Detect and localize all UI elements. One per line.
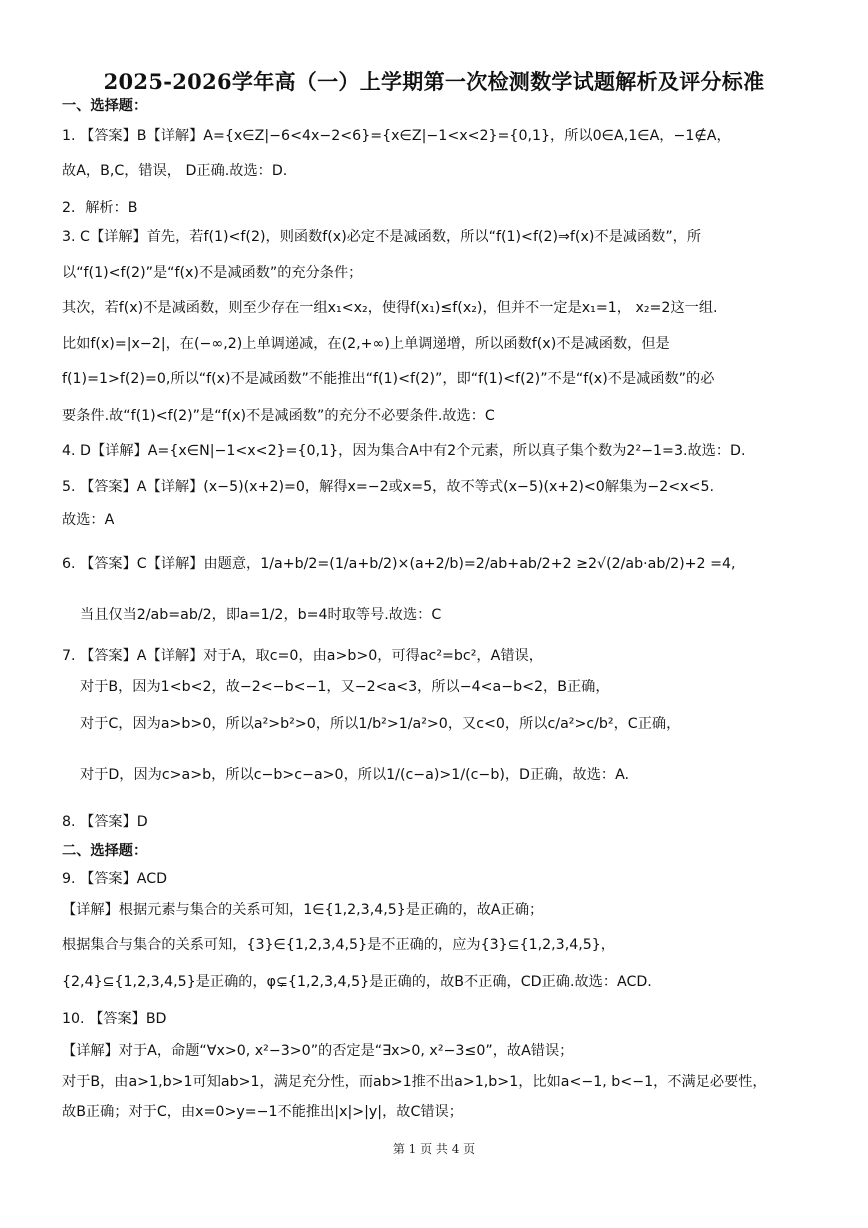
document-title: 2025-2026学年高（一）上学期第一次检测数学试题解析及评分标准	[103, 69, 765, 94]
text-line: 要条件.故“f(1)<f(2)”是“f(x)不是减函数”的充分不必要条件.故选：C	[62, 408, 495, 424]
text-line: f(1)=1>f(2)=0,所以“f(x)不是减函数”不能推出“f(1)<f(2)”，即“f(1)<f(2)”不是“f(x)不是减函数”的必	[62, 371, 715, 387]
text-line: 对于B，因为1<b<2，故−2<−b<−1，又−2<a<3，所以−4<a−b<2，B正确，	[80, 679, 610, 695]
text-line: 故A，B,C，错误， D正确.故选：D.	[62, 163, 288, 179]
text-line: 7. 【答案】A【详解】对于A，取c=0，由a>b>0，可得ac²=bc²，A错误，	[62, 648, 543, 664]
text-line: 5. 【答案】A【详解】(x−5)(x+2)=0，解得x=−2或x=5，故不等式(x−5)(x+2)<0解集为−2<x<5.	[62, 479, 714, 495]
text-line: 10. 【答案】BD	[62, 1011, 167, 1027]
text-line: 故选：A	[62, 512, 115, 528]
text-line: 2．解析：B	[62, 200, 138, 216]
text-line: 对于B，由a>1,b>1可知ab>1，满足充分性，而ab>1推不出a>1,b>1，比如a<−1, b<−1，不满足必要性，	[62, 1074, 767, 1090]
text-line: 其次，若f(x)不是减函数，则至少存在一组x₁<x₂，使得f(x₁)≤f(x₂)，但并不一定是x₁=1， x₂=2这一组.	[62, 300, 718, 316]
text-line: 1. 【答案】B【详解】A={x∈Z|−6<4x−2<6}={x∈Z|−1<x<2}={0,1}，所以0∈A,1∈A，−1∉A，	[62, 128, 731, 144]
text-line: 4. D【详解】A={x∈N|−1<x<2}={0,1}，因为集合A中有2个元素，所以真子集个数为2²−1=3.故选：D.	[62, 443, 746, 459]
text-line: 故B正确；对于C，由x=0>y=−1不能推出|x|>|y|，故C错误；	[62, 1104, 463, 1120]
text-line: 8. 【答案】D	[62, 814, 148, 830]
section-heading-2: 二、选择题：	[62, 843, 148, 859]
text-line: 【详解】对于A，命题“∀x>0, x²−3>0”的否定是“∃x>0, x²−3≤0”，故A错误；	[62, 1043, 574, 1059]
text-line: 6. 【答案】C【详解】由题意，1/a+b/2=(1/a+b/2)×(a+2/b)=2/ab+ab/2+2 ≥2√(2/ab·ab/2)+2 =4,	[62, 556, 736, 572]
text-line: 当且仅当2/ab=ab/2，即a=1/2，b=4时取等号.故选：C	[80, 607, 442, 623]
text-line: 以“f(1)<f(2)”是“f(x)不是减函数”的充分条件；	[62, 265, 363, 281]
text-line: 对于C，因为a>b>0，所以a²>b²>0，所以1/b²>1/a²>0，又c<0，所以c/a²>c/b²，C正确，	[80, 716, 681, 732]
text-line: {2,4}⊆{1,2,3,4,5}是正确的，φ⊊{1,2,3,4,5}是正确的，故B不正确，CD正确.故选：ACD.	[62, 974, 652, 990]
page-footer: 第 1 页 共 4 页	[392, 1142, 476, 1156]
text-line: 对于D，因为c>a>b，所以c−b>c−a>0，所以1/(c−a)>1/(c−b)，D正确，故选：A.	[80, 767, 630, 783]
text-line: 比如f(x)=|x−2|，在(−∞,2)上单调递减，在(2,+∞)上单调递增，所以函数f(x)不是减函数，但是	[62, 336, 670, 352]
text-line: 根据集合与集合的关系可知，{3}∈{1,2,3,4,5}是不正确的，应为{3}⊆{1,2,3,4,5}，	[62, 937, 615, 953]
text-line: 9. 【答案】ACD	[62, 871, 168, 887]
section-heading-1: 一、选择题：	[62, 98, 148, 114]
text-line: 3. C【详解】首先，若f(1)<f(2)，则函数f(x)必定不是减函数，所以“f(1)<f(2)⇒f(x)不是减函数”，所	[62, 229, 702, 245]
text-line: 【详解】根据元素与集合的关系可知，1∈{1,2,3,4,5}是正确的，故A正确；	[62, 902, 544, 918]
